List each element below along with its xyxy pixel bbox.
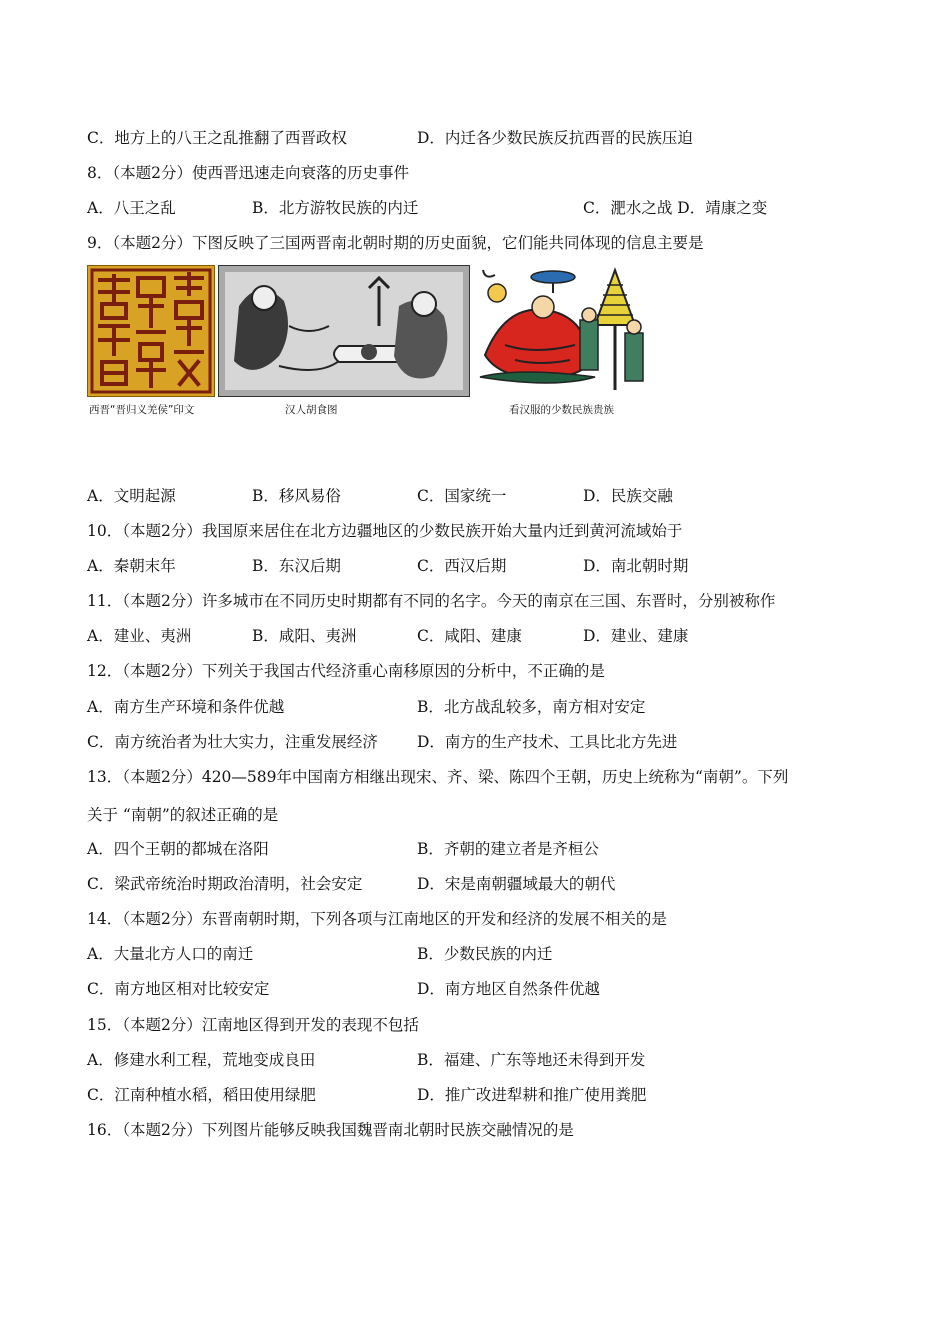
q8-option-a[interactable]: A．八王之乱 <box>87 199 176 217</box>
q13-option-c[interactable]: C．梁武帝统治时期政治清明，社会安定 <box>87 875 363 893</box>
q9-option-a[interactable]: A．文明起源 <box>87 487 176 505</box>
q11-stem: 11．（本题2分）许多城市在不同历史时期都有不同的名字。今天的南京在三国、东晋时，分别被称作 <box>87 592 776 610</box>
q7-option-d[interactable]: D．内迁各少数民族反抗西晋的民族压迫 <box>417 129 693 147</box>
q9-figure-strip <box>87 265 657 425</box>
q9-stem: 9．（本题2分）下图反映了三国两晋南北朝时期的历史面貌，它们能共同体现的信息主要是 <box>87 234 704 252</box>
q10-stem: 10．（本题2分）我国原来居住在北方边疆地区的少数民族开始大量内迁到黄河流域始于 <box>87 522 683 540</box>
q12-option-a[interactable]: A．南方生产环境和条件优越 <box>87 698 285 716</box>
q7-option-c[interactable]: C．地方上的八王之乱推翻了西晋政权 <box>87 129 347 147</box>
q13-stem: 13．（本题2分）420—589年中国南方相继出现宋、齐、梁、陈四个王朝，历史上统称为“南朝”。下列 <box>87 768 789 786</box>
q11-option-d[interactable]: D．建业、建康 <box>583 627 689 645</box>
q11-option-b[interactable]: B．咸阳、夷洲 <box>252 627 357 645</box>
q8-option-b[interactable]: B．北方游牧民族的内迁 <box>252 199 419 217</box>
noble-caption: 看汉服的少数民族贵族 <box>509 404 614 416</box>
q12-option-b[interactable]: B．北方战乱较多，南方相对安定 <box>417 698 646 716</box>
q10-option-a[interactable]: A．秦朝末年 <box>87 557 176 575</box>
q15-option-a[interactable]: A．修建水利工程，荒地变成良田 <box>87 1051 316 1069</box>
q15-option-d[interactable]: D．推广改进犁耕和推广使用粪肥 <box>417 1086 647 1104</box>
q9-option-b[interactable]: B．移风易俗 <box>252 487 341 505</box>
feast-scene-icon <box>219 266 469 396</box>
q16-stem: 16．（本题2分）下列图片能够反映我国魏晋南北朝时民族交融情况的是 <box>87 1121 574 1139</box>
feast-caption: 汉人胡食图 <box>285 404 338 416</box>
q10-option-d[interactable]: D．南北朝时期 <box>583 557 689 575</box>
q8-option-cd[interactable]: C．淝水之战 D．靖康之变 <box>583 199 768 217</box>
seal-image <box>87 265 215 397</box>
q13-stem-cont: 关于 “南朝”的叙述正确的是 <box>87 806 279 824</box>
q15-option-c[interactable]: C．江南种植水稻，稻田使用绿肥 <box>87 1086 316 1104</box>
q14-option-d[interactable]: D．南方地区自然条件优越 <box>417 980 600 998</box>
feast-image <box>218 265 470 397</box>
seal-caption: 西晋“晋归义羌侯”印文 <box>89 404 195 416</box>
q15-stem: 15．（本题2分）江南地区得到开发的表现不包括 <box>87 1016 419 1034</box>
q14-stem: 14．（本题2分）东晋南朝时期，下列各项与江南地区的开发和经济的发展不相关的是 <box>87 910 667 928</box>
q13-option-d[interactable]: D．宋是南朝疆域最大的朝代 <box>417 875 616 893</box>
q12-option-c[interactable]: C．南方统治者为壮大实力，注重发展经济 <box>87 733 378 751</box>
q12-option-d[interactable]: D．南方的生产技术、工具比北方先进 <box>417 733 678 751</box>
q10-option-b[interactable]: B．东汉后期 <box>252 557 341 575</box>
q13-option-a[interactable]: A．四个王朝的都城在洛阳 <box>87 840 269 858</box>
q14-option-c[interactable]: C．南方地区相对比较安定 <box>87 980 270 998</box>
seal-icon <box>88 266 214 396</box>
noble-image <box>475 265 650 395</box>
noble-figure-icon <box>475 265 650 395</box>
q13-option-b[interactable]: B．齐朝的建立者是齐桓公 <box>417 840 599 858</box>
q14-option-b[interactable]: B．少数民族的内迁 <box>417 945 553 963</box>
q10-option-c[interactable]: C．西汉后期 <box>417 557 507 575</box>
q14-option-a[interactable]: A．大量北方人口的南迁 <box>87 945 254 963</box>
q8-stem: 8．（本题2分）使西晋迅速走向衰落的历史事件 <box>87 164 409 182</box>
q11-option-c[interactable]: C．咸阳、建康 <box>417 627 522 645</box>
q9-option-d[interactable]: D．民族交融 <box>583 487 673 505</box>
q12-stem: 12．（本题2分）下列关于我国古代经济重心南移原因的分析中，不正确的是 <box>87 662 605 680</box>
q9-option-c[interactable]: C．国家统一 <box>417 487 507 505</box>
q15-option-b[interactable]: B．福建、广东等地还未得到开发 <box>417 1051 646 1069</box>
q11-option-a[interactable]: A．建业、夷洲 <box>87 627 192 645</box>
